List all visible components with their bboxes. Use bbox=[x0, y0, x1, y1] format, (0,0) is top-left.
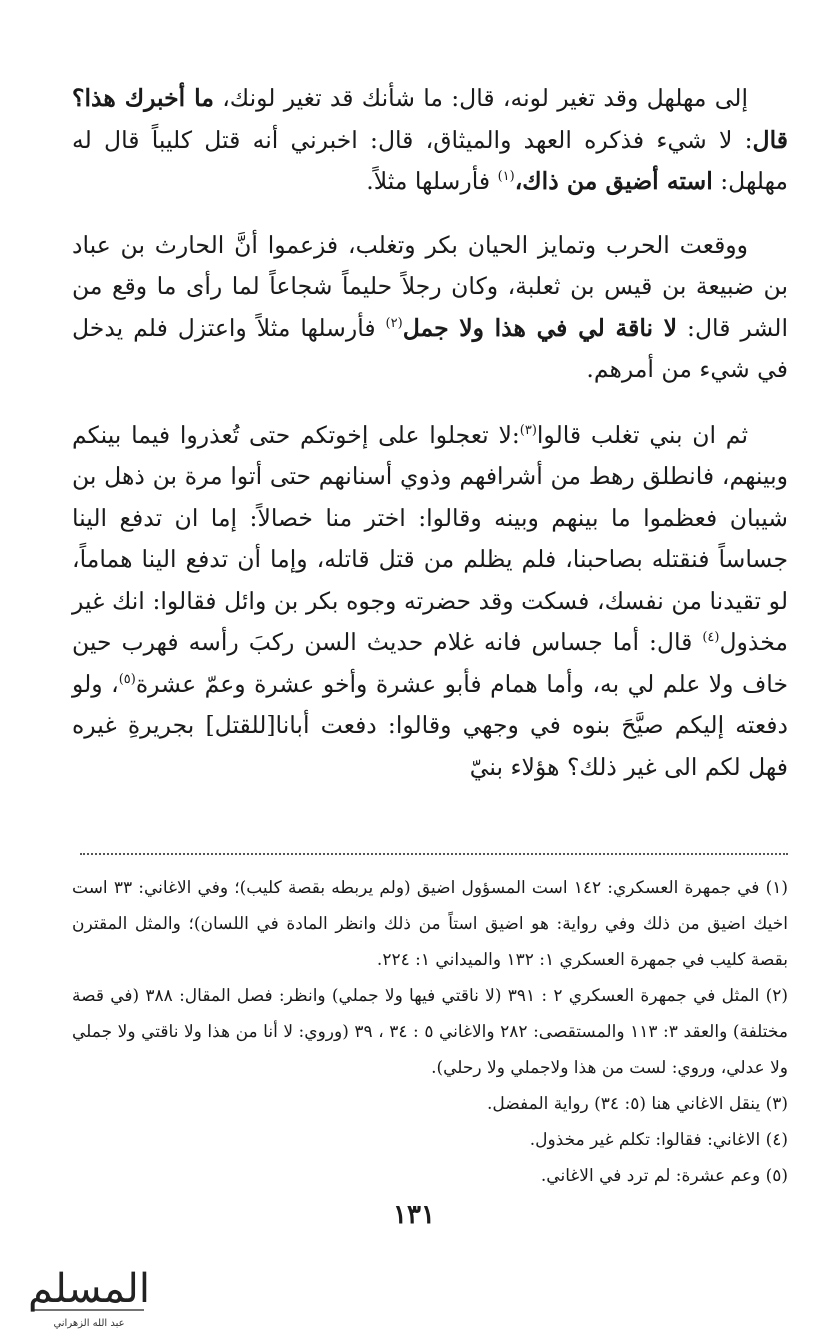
text-run: ووقعت الحرب وتمايز الحيان بكر وتغلب، فزعموا أنَّ الحارث بن عباد بن ضبيعة بن قيس بن ثعلبة، وكان رجلاً حليماً شجاعاً لما رأى ما وقع من الشر قال: bbox=[72, 230, 789, 342]
logo-subtext: عبد الله الزهراني bbox=[53, 1318, 125, 1329]
text-run: فأرسلها مثلاً واعتزل فلم يدخل في شيء من أمرهم. bbox=[72, 313, 788, 383]
bold-phrase: ما أخبرك هذا؟ قال bbox=[72, 84, 788, 154]
footnote-divider bbox=[80, 853, 788, 855]
bold-phrase: استه أضيق من ذاك، bbox=[514, 167, 713, 195]
signature-logo-icon bbox=[14, 1258, 164, 1338]
footnote-4: (٤) الاغاني: فقالوا: تكلم غير مخذول. bbox=[529, 1130, 788, 1150]
text-run: : لا شيء فذكره العهد والميثاق، قال: اخبرني أنه قتل كليباً قال له مهلهل: bbox=[72, 125, 788, 195]
paragraph-3 bbox=[72, 415, 788, 789]
text-run: فأرسلها مثلاً. bbox=[366, 167, 498, 195]
text-run: :لا تعجلوا على إخوتكم حتى تُعذروا فيما بينكم وبينهم، فانطلق رهط من أشرافهم وذوي أسنانهم حتى أتوا مرة بن ذهل بن شيبان فعظموا ما بينهم وبينه وقالوا: اختر منا خصالاً: إما ان تدفع الينا جساساً فنقتله بصاحبنا، فلم يظلم من قتل قاتله، وإما أن تدفع الينا هماماً، لو تقيدنا من نفسك، فسكت وقد حضرته وجوه بكر بن وائل فقالوا: انك غير مخذول bbox=[72, 420, 788, 656]
footnote-marker: (٢) bbox=[385, 315, 403, 331]
footnote-marker: (٣) bbox=[519, 422, 537, 438]
text-run: ، ولو دفعته إليكم صيَّحَ بنوه في وجهي وقالوا: دفعت أبانا[للقتل] بجريرةِ غيره فهل لكم الى غير ذلك؟ هؤلاء بنيّ bbox=[72, 669, 788, 781]
footnote-marker: (٥) bbox=[118, 671, 136, 687]
bold-phrase: لا ناقة لي في هذا ولا جمل bbox=[402, 313, 678, 342]
footnote-1: (١) في جمهرة العسكري: ١٤٢ است المسؤول اضيق (ولم يربطه بقصة كليب)؛ وفي الاغاني: ٣٣ است اخيك اضيق من ذلك وفي رواية: هو اضيق استاً من ذلك وانظر المادة في اللسان)؛ والمثل المقترن بقصة كليب في جمهرة العسكري ١: ١٣٢ والميداني ١: ٢٢٤. bbox=[72, 878, 788, 970]
logo-text: المسلم bbox=[28, 1266, 150, 1312]
footnote-3: (٣) ينقل الاغاني هنا (٥: ٣٤) رواية المفضل. bbox=[487, 1094, 788, 1114]
footnote-marker: (١) bbox=[497, 169, 515, 185]
paragraph-2 bbox=[72, 225, 788, 391]
body-text bbox=[72, 78, 788, 788]
text-run: قال: أما جساس فانه غلام حديث السن ركبَ رأسه فهرب حين خاف ولا علم لي به، وأما همام فأبو عشرة وأخو عشرة وعمّ عشرة bbox=[72, 628, 788, 698]
footnote-2: (٢) المثل في جمهرة العسكري ٢ : ٣٩١ (لا ناقتي فيها ولا جملي) وانظر: فصل المقال: ٣٨٨ (في قصة مختلفة) والعقد ٣: ١١٣ والمستقصى: ٢٨٢ والاغاني ٥ : ٣٤ ، ٣٩ (وروي: لا أنا من هذا ولا ناقتي ولا جملي ولا عدلي، وروي: لست من هذا ولاجملي ولا رحلي). bbox=[72, 986, 789, 1078]
text-run: إلى مهلهل وقد تغير لونه، قال: ما شأنك قد تغير لونك، bbox=[213, 84, 748, 112]
footnotes bbox=[72, 870, 788, 1194]
page-number: ١٣١ bbox=[393, 1200, 435, 1230]
footnote-marker: (٤) bbox=[702, 630, 720, 646]
paragraph-1 bbox=[72, 78, 788, 203]
footnote-5: (٥) وعم عشرة: لم ترد في الاغاني. bbox=[540, 1166, 788, 1186]
text-run: ثم ان بني تغلب قالوا bbox=[536, 420, 748, 449]
